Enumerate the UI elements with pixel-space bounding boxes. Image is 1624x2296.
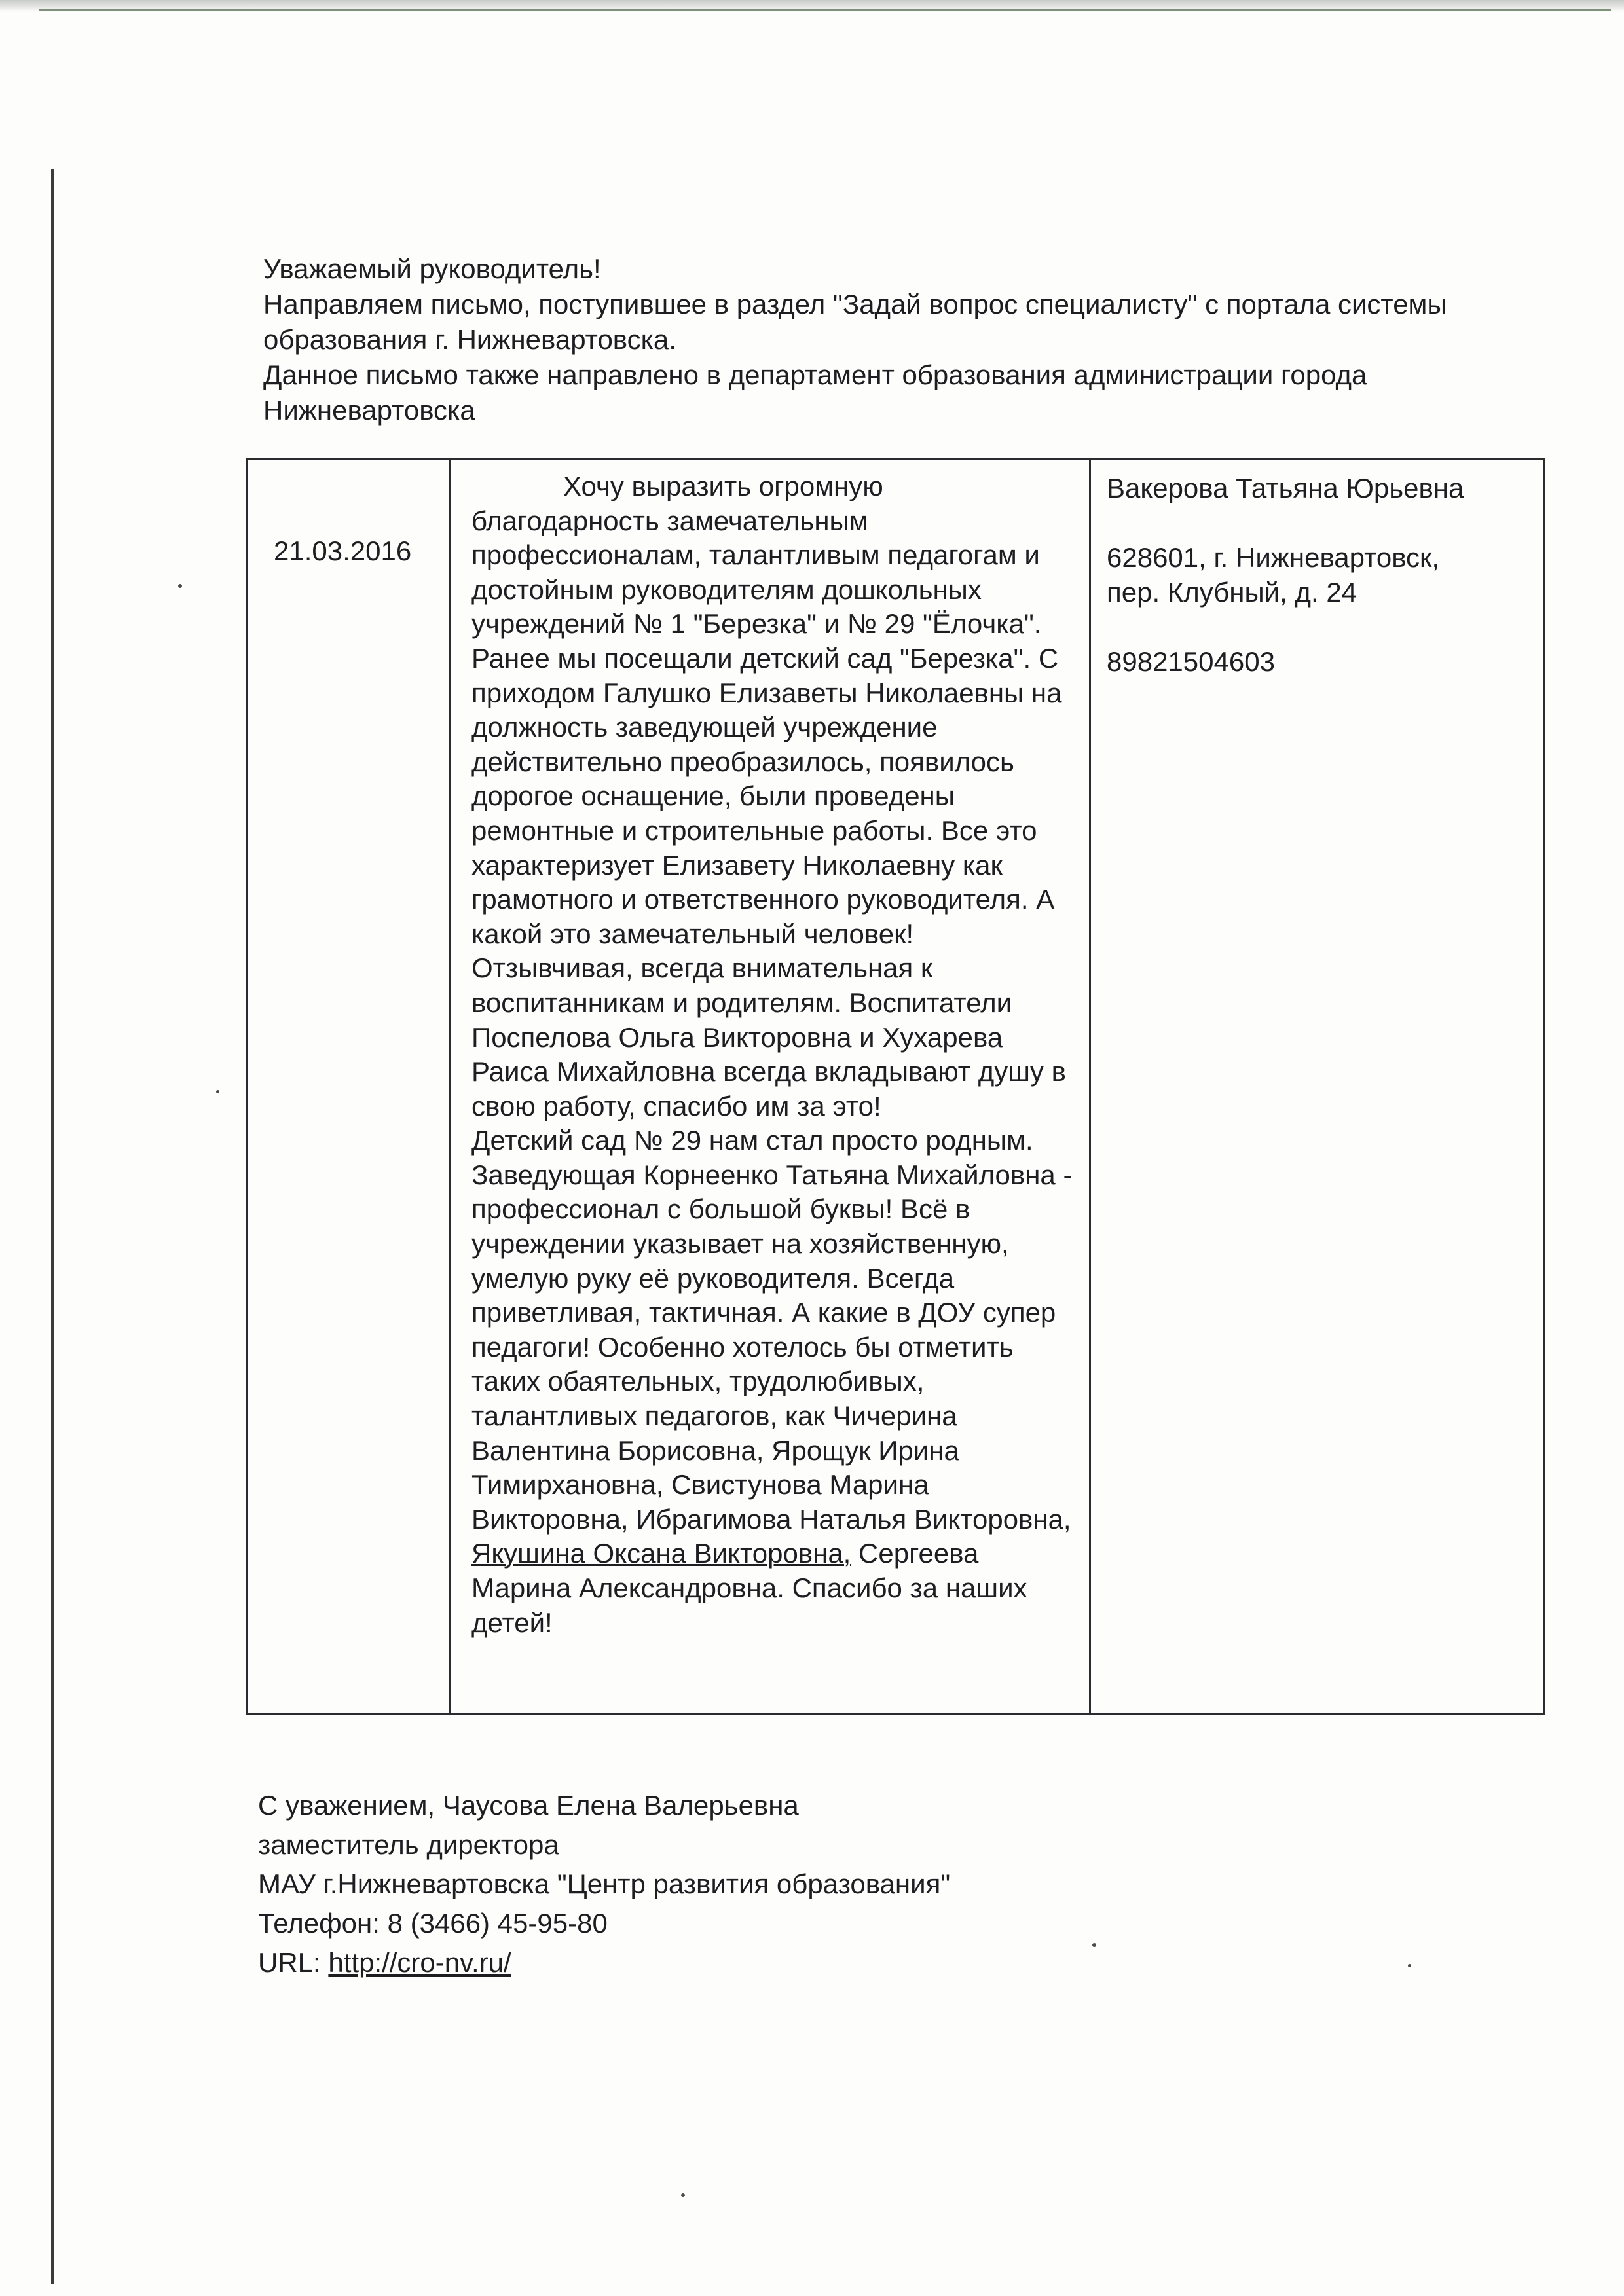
spacer [1107,505,1530,540]
scan-edge-line [39,9,1611,11]
message-paragraph-1: Хочу выразить огромную благодарность замечательным профессионалам, талантливым педагогам и достойным руководителям дошкольных учреждений № 1 "Березка" и № 29 "Ёлочка". Ранее мы посещали детский сад "Березка". С приходом Галушко Елизаветы Николаевны на должность заведующей учреждение действительно преобразилось, появилось дорогое оснащение, были проведены ремонтные и строительные работы. Все это характеризует Елизавету Николаевну как грамотного и ответственного руководителя. А какой это замечательный человек! Отзывчивая, всегда внимательная к воспитанникам и родителям. Воспитатели Поспелова Ольга Викторовна и Хухарева Раиса Михайловна всегда вкладывают душу в свою работу, спасибо им за это! [471,471,1066,1121]
scan-speck [178,584,182,588]
sender-phone: 89821504603 [1107,646,1275,677]
message-paragraph-2-start: Детский сад № 29 нам стал просто родным. Заведующая Корнеенко Татьяна Михайловна - профессионал с большой буквы! Всё в учреждении указывает на хозяйственную, умелую руку её руководителя. Всегда приветливая, тактичная. А какие в ДОУ супер педагоги! Особенно хотелось бы отметить таких обаятельных, трудолюбивых, талантливых педагогов, как Чичерина Валентина Борисовна, Ярощук Ирина Тимирхановна, Свистунова Марина Викторовна, Ибрагимова Наталья Викторовна, [471,1125,1073,1535]
signature-block [258,1786,1371,1982]
sender-details [1107,471,1530,679]
message-cell [450,460,1090,1715]
scan-speck [681,2193,685,2197]
letter-date: 21.03.2016 [274,536,412,566]
letter-table [246,458,1545,1715]
sender-name: Вакерова Татьяна Юрьевна [1107,473,1464,503]
margin-rule [51,169,54,2284]
website-link[interactable]: http://cro-nv.ru/ [328,1947,511,1978]
signature-phone: Телефон: 8 (3466) 45-95-80 [258,1908,608,1939]
message-text [471,469,1075,1640]
message-paragraph-2-end: Сергеева Марина Александровна. Спасибо за наших детей! [471,1538,1027,1638]
intro-line-1: Направляем письмо, поступившее в раздел "Задай вопрос специалисту" с портала системы образования г. Нижневартовска. [263,289,1447,355]
intro-block [263,251,1507,428]
signature-url-line [258,1943,1371,1982]
spacer [1107,610,1530,644]
url-label: URL: [258,1947,321,1978]
scan-speck [216,1090,219,1093]
signature-name: С уважением, Чаусова Елена Валерьевна [258,1790,799,1821]
greeting: Уважаемый руководитель! [263,253,601,284]
date-cell [247,460,450,1715]
sender-cell [1090,460,1544,1715]
message-paragraph-2 [471,1123,1075,1640]
scan-speck [1408,1964,1411,1967]
underlined-name: Якушина Оксана Викторовна, [471,1538,851,1569]
scan-speck [1092,1943,1096,1947]
letter-row [247,460,1544,1715]
signature-position: заместитель директора [258,1829,559,1860]
sender-address-line-1: 628601, г. Нижневартовск, [1107,542,1440,573]
intro-line-2: Данное письмо также направлено в департамент образования администрации города Нижневартовска [263,359,1367,426]
sender-address-line-2: пер. Клубный, д. 24 [1107,577,1357,608]
signature-organization: МАУ г.Нижневартовска "Центр развития образования" [258,1868,951,1899]
